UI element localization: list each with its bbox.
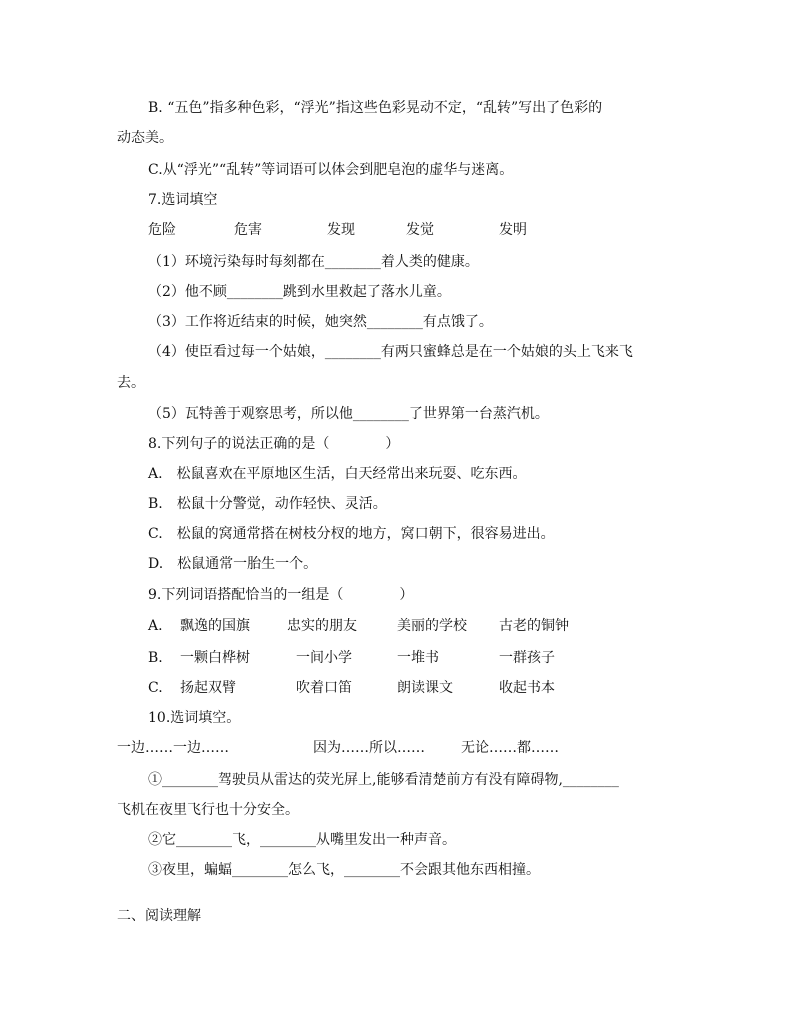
word-bank-item: 一边……一边…… bbox=[117, 740, 229, 756]
option-phrase: 一颗白桦树 bbox=[180, 650, 250, 666]
question-10-item-3: ③夜里，蝙蝠________怎么飞，________不会跟其他东西相撞。 bbox=[148, 862, 540, 878]
word-bank-item: 发觉 bbox=[406, 222, 434, 238]
option-phrase: 收起书本 bbox=[499, 680, 555, 696]
word-bank-item: 发明 bbox=[499, 222, 527, 238]
option-phrase: 忠实的朋友 bbox=[287, 618, 357, 634]
option-phrase: 一群孩子 bbox=[499, 650, 555, 666]
option-label: C. bbox=[148, 680, 163, 696]
word-bank-item: 因为……所以…… bbox=[313, 740, 425, 756]
question-8-option-a: A. 松鼠喜欢在平原地区生活，白天经常出来玩耍、吃东西。 bbox=[148, 466, 527, 482]
question-8-option-c: C. 松鼠的窝通常搭在树枝分杈的地方，窝口朝下，很容易进出。 bbox=[148, 526, 555, 542]
question-8-option-b: B. 松鼠十分警觉，动作轻快、灵活。 bbox=[148, 496, 387, 512]
option-b-line-2: 动态美。 bbox=[117, 130, 173, 146]
word-bank-item: 发现 bbox=[327, 222, 355, 238]
question-10-item-1-line-2: 飞机在夜里飞行也十分安全。 bbox=[117, 802, 299, 818]
option-phrase: 飘逸的国旗 bbox=[180, 618, 250, 634]
question-10-item-2: ②它________飞，________从嘴里发出一种声音。 bbox=[148, 832, 456, 848]
question-7-item-2: （2）他不顾________跳到水里救起了落水儿童。 bbox=[148, 284, 451, 300]
question-7-title: 7.选词填空 bbox=[148, 192, 218, 208]
word-bank-item: 危害 bbox=[234, 222, 262, 238]
option-label: A. bbox=[148, 618, 163, 634]
word-bank-item: 危险 bbox=[148, 222, 176, 238]
question-10-item-1-line-1: ①________驾驶员从雷达的荧光屏上,能够看清楚前方有没有障碍物,________ bbox=[148, 772, 619, 788]
question-10-title: 10.选词填空。 bbox=[148, 710, 241, 726]
option-phrase: 一堆书 bbox=[397, 650, 439, 666]
option-phrase: 朗读课文 bbox=[397, 680, 453, 696]
question-7-item-4-line-2: 去。 bbox=[117, 375, 145, 391]
section-heading-reading: 二、阅读理解 bbox=[117, 908, 201, 924]
option-phrase: 一间小学 bbox=[296, 650, 352, 666]
question-7-item-3: （3）工作将近结束的时候，她突然________有点饿了。 bbox=[148, 314, 493, 330]
question-7-item-5: （5）瓦特善于观察思考，所以他________了世界第一台蒸汽机。 bbox=[148, 406, 549, 422]
option-label: B. bbox=[148, 650, 163, 666]
question-9-title: 9.下列词语搭配恰当的一组是（ ） bbox=[148, 587, 414, 603]
option-phrase: 古老的铜钟 bbox=[499, 618, 569, 634]
question-8-option-d: D. 松鼠通常一胎生一个。 bbox=[148, 556, 318, 572]
option-phrase: 扬起双臂 bbox=[180, 680, 236, 696]
question-8-title: 8.下列句子的说法正确的是（ ） bbox=[148, 436, 400, 452]
option-c-line: C.从“浮光”“乱转”等词语可以体会到肥皂泡的虚华与迷离。 bbox=[148, 162, 514, 178]
option-phrase: 美丽的学校 bbox=[397, 618, 467, 634]
question-7-item-1: （1）环境污染每时每刻都在________着人类的健康。 bbox=[148, 254, 479, 270]
word-bank-item: 无论……都…… bbox=[461, 740, 559, 756]
question-7-item-4-line-1: （4）使臣看过每一个姑娘，________有两只蜜蜂总是在一个姑娘的头上飞来飞 bbox=[148, 344, 633, 360]
option-phrase: 吹着口笛 bbox=[296, 680, 352, 696]
option-b-line-1: B. “五色”指多种色彩，“浮光”指这些色彩晃动不定，“乱转”写出了色彩的 bbox=[148, 100, 603, 116]
